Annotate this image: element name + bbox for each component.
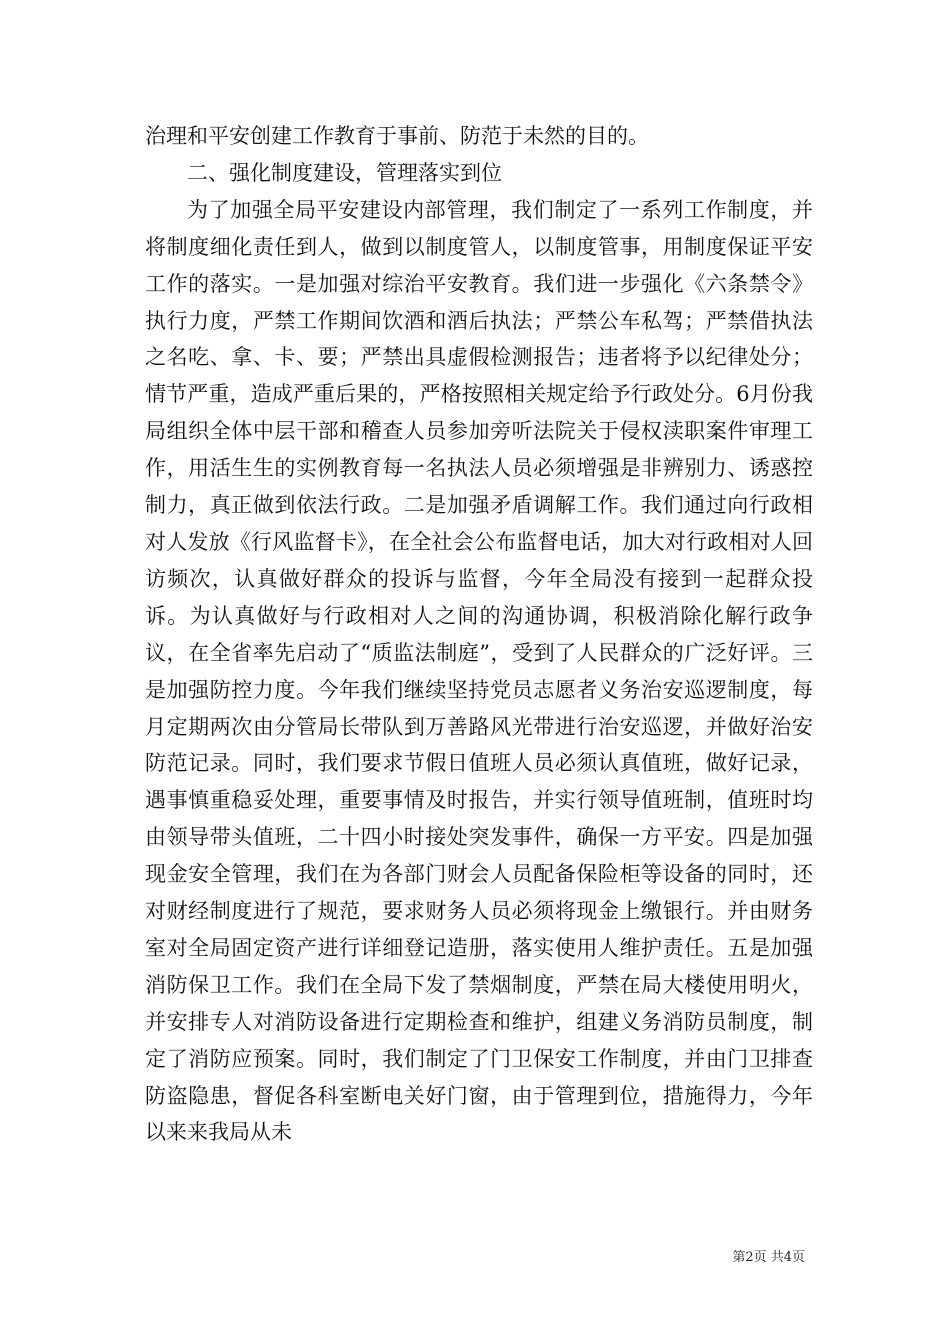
paragraph-continuation: 治理和平安创建工作教育于事前、防范于未然的目的。 xyxy=(145,124,649,148)
section-heading: 二、强化制度建设，管理落实到位 xyxy=(187,160,502,185)
document-body xyxy=(145,118,813,1151)
page-number: 第2页 共4页 xyxy=(732,1250,805,1265)
paragraph-body: 为了加强全局平安建设内部管理，我们制定了一系列工作制度，并将制度细化责任到人，做到以制度管人，以制度管事，用制度保证平安工作的落实。一是加强对综治平安教育。我们进一步强化《六条禁令》执行力度，严禁工作期间饮酒和酒后执法；严禁公车私驾；严禁借执法之名吃、拿、卡、要；严禁出具虚假检测报告；违者将予以纪律处分；情节严重，造成严重后果的，严格按照相关规定给予行政处分。6月份我局组织全体中层干部和稽查人员参加旁听法院关于侵权渎职案件审理工作，用活生生的实例教育每一名执法人员必须增强是非辨别力、诱惑控制力，真正做到依法行政。二是加强矛盾调解工作。我们通过向行政相对人发放《行风监督卡》，在全社会公布监督电话，加大对行政相对人回访频次，认真做好群众的投诉与监督，今年全局没有接到一起群众投诉。为认真做好与行政相对人之间的沟通协调，积极消除化解行政争议，在全省率先启动了“质监法制庭”，受到了人民群众的广泛好评。三是加强防控力度。今年我们继续坚持党员志愿者义务治安巡逻制度，每月定期两次由分管局长带队到万善路风光带进行治安巡逻，并做好治安防范记录。同时，我们要求节假日值班人员必须认真值班，做好记录，遇事慎重稳妥处理，重要事情及时报告，并实行领导值班制，值班时均由领导带头值班，二十四小时接处突发事件，确保一方平安。四是加强现金安全管理，我们在为各部门财会人员配备保险柜等设备的同时，还对财经制度进行了规范，要求财务人员必须将现金上缴银行。并由财务室对全局固定资产进行详细登记造册，落实使用人维护责任。五是加强消防保卫工作。我们在全局下发了禁烟制度，严禁在局大楼使用明火，并安排专人对消防设备进行定期检查和维护，组建义务消防员制度，制定了消防应预案。同时，我们制定了门卫保安工作制度，并由门卫排查防盗隐患，督促各科室断电关好门窗，由于管理到位，措施得力，今年以来来我局从未 xyxy=(145,197,813,1145)
